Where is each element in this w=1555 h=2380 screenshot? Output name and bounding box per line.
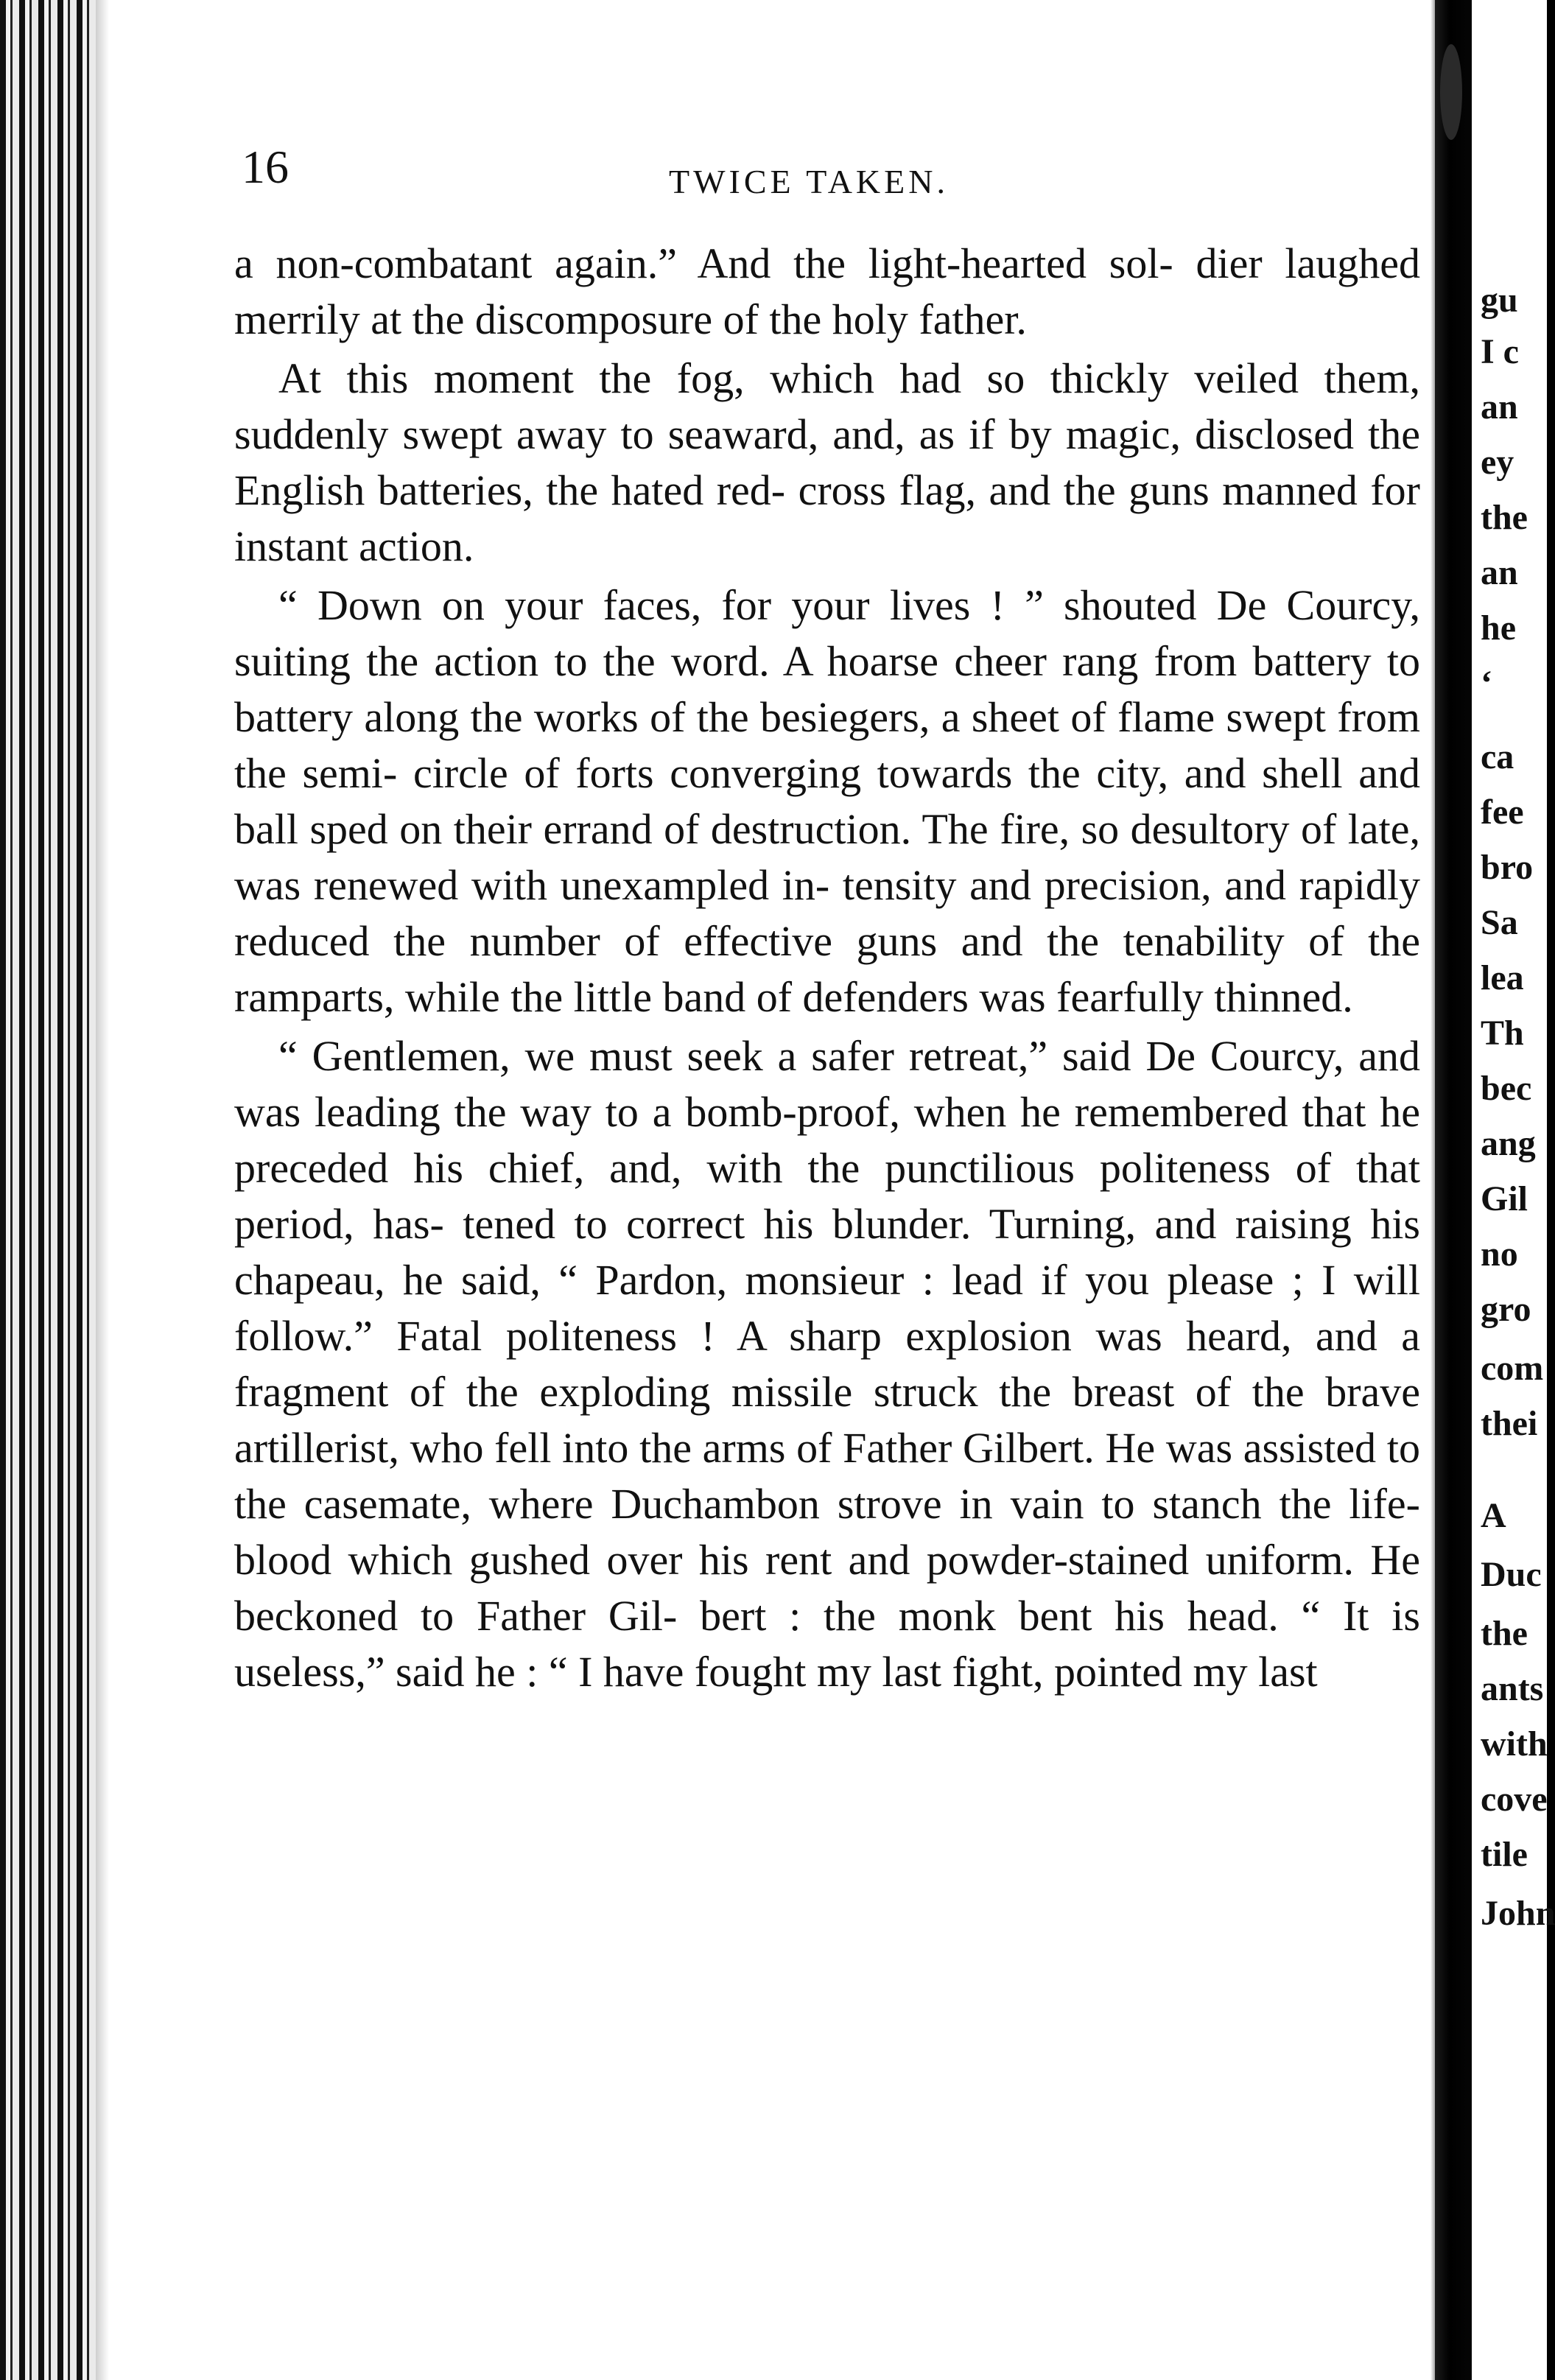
facing-fragment: cove: [1481, 1780, 1548, 1819]
paragraph: a non-combatant again.” And the light-hearted sol- dier laughed merrily at the discomposure of the holy father.: [234, 239, 1420, 343]
facing-fragment: tile: [1481, 1835, 1528, 1874]
running-title: TWICE TAKEN.: [669, 163, 949, 200]
book-page: [109, 0, 1435, 2380]
facing-fragment: ‘: [1481, 664, 1492, 703]
facing-page: [1472, 0, 1555, 2380]
body-text: [234, 236, 1420, 1703]
book-spine-shadow: [1435, 0, 1472, 2380]
paragraph: “ Down on your faces, for your lives ! ” shouted De Courcy, suiting the action to the word. A hoarse cheer rang from battery to battery along the works of the besiegers, a sheet of flame swept from the semi- circle of forts converging towards the city, and shell and ball sped on their errand of destruction. The fire, so desultory of late, was renewed with unexampled in- tensity and precision, and rapidly reduced the number of effective guns and the tenability of the ramparts, while the little band of defenders was fearfully thinned.: [234, 581, 1420, 1021]
facing-fragment: Gil: [1481, 1179, 1528, 1218]
facing-fragment: gro: [1481, 1290, 1531, 1329]
gutter-shade: [96, 0, 109, 2380]
facing-fragment: an: [1481, 553, 1518, 592]
facing-fragment: ang: [1481, 1124, 1536, 1163]
facing-fragment: Duc: [1481, 1555, 1542, 1594]
binding-gutter: [0, 0, 96, 2380]
facing-fragment: Sa: [1481, 903, 1518, 942]
facing-fragment: the: [1481, 1614, 1528, 1653]
paragraph: At this moment the fog, which had so thickly veiled them, suddenly swept away to seaward, and, as if by magic, disclosed the English batteries, the hated red- cross flag, and the guns manned for instant action.: [234, 354, 1420, 570]
facing-fragment: thei: [1481, 1404, 1538, 1443]
facing-fragment: ants: [1481, 1669, 1544, 1708]
facing-fragment: Th: [1481, 1014, 1524, 1053]
facing-fragment: no: [1481, 1235, 1518, 1274]
facing-fragment: with: [1481, 1724, 1548, 1763]
facing-fragment: ey: [1481, 443, 1514, 482]
facing-fragment: an: [1481, 387, 1518, 426]
facing-fragment: fee: [1481, 793, 1524, 832]
facing-fragment: ca: [1481, 737, 1514, 776]
page-number: 16: [242, 141, 289, 193]
facing-fragment: bro: [1481, 848, 1534, 887]
paragraph: “ Gentlemen, we must seek a safer retreat,” said De Courcy, and was leading the way to a bomb-proof, when he remembered that he preceded his chief, and, with the punctilious politeness of that period, has- tened to correct his blunder. Turning, and raising his chapeau, he said, “ Pardon, monsieur : lead if you please ; I will follow.” Fatal politeness ! A sharp explosion was heard, and a fragment of the exploding missile struck the breast of the brave artillerist, who fell into the arms of Father Gilbert. He was assisted to the casemate, where Duchambon strove in vain to stanch the life-blood which gushed over his rent and powder-stained uniform. He beckoned to Father Gil- bert : the monk bent his head. “ It is useless,” said he : “ I have fought my last fight, pointed my last: [234, 1032, 1420, 1696]
facing-fragment: com: [1481, 1349, 1544, 1388]
facing-fragment: A: [1481, 1496, 1506, 1535]
facing-fragment: gu: [1481, 281, 1518, 320]
facing-fragment: the: [1481, 498, 1528, 537]
facing-fragment: lea: [1481, 958, 1524, 997]
running-head: [109, 140, 1435, 199]
facing-fragment: he: [1481, 608, 1516, 647]
facing-fragment: I c: [1481, 332, 1519, 371]
page-tear-mark: [1440, 44, 1462, 140]
facing-fragment: John: [1481, 1894, 1555, 1933]
facing-fragment: bec: [1481, 1069, 1532, 1108]
